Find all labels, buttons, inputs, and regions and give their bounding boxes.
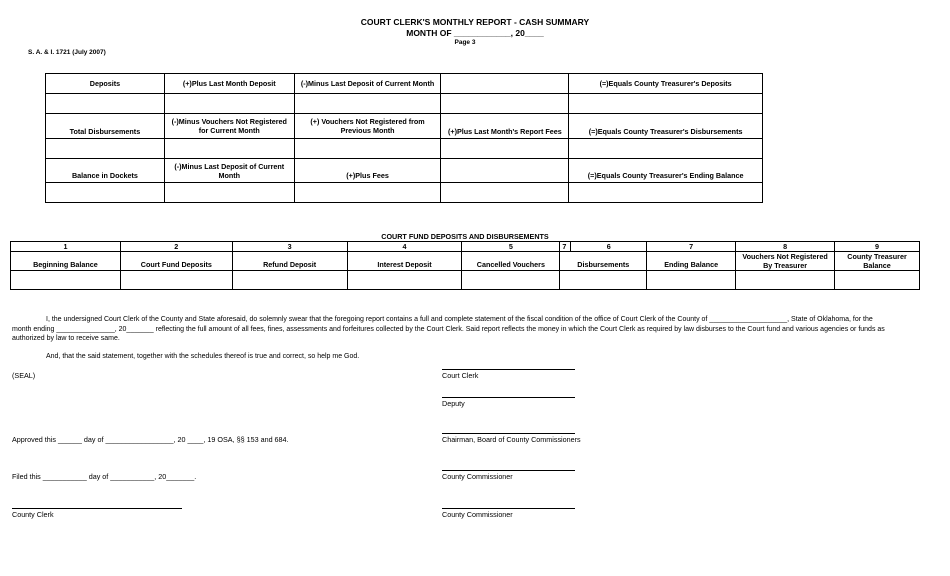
summary-cell: (-)Minus Last Deposit of Current Month [294, 74, 441, 94]
fund-header-row [11, 252, 920, 271]
summary-input-cell[interactable] [294, 94, 441, 114]
column-header: Court Fund Deposits [120, 252, 232, 271]
fund-input-cell[interactable] [347, 271, 462, 290]
fund-input-cell[interactable] [11, 271, 121, 290]
fund-input-cell[interactable] [462, 271, 560, 290]
fund-input-cell[interactable] [647, 271, 736, 290]
column-number: 7 [647, 242, 736, 252]
summary-input-cell[interactable] [441, 183, 569, 203]
column-number: 9 [835, 242, 920, 252]
summary-input-row [46, 94, 763, 114]
fund-input-cell[interactable] [736, 271, 835, 290]
summary-input-cell[interactable] [46, 139, 165, 159]
column-header: Ending Balance [647, 252, 736, 271]
summary-label: Deposits [46, 74, 165, 94]
column-number: 5 [462, 242, 560, 252]
column-number: 3 [232, 242, 347, 252]
summary-label: Total Disbursements [46, 114, 165, 139]
county-clerk-signature-line[interactable] [12, 508, 182, 509]
deputy-label: Deputy [442, 399, 465, 408]
deputy-signature-line[interactable] [442, 397, 575, 398]
column-number: 1 [11, 242, 121, 252]
summary-row-balance [46, 159, 763, 183]
summary-cell: (-)Minus Vouchers Not Registered for Current Month [164, 114, 294, 139]
summary-cell [441, 74, 569, 94]
summary-cell: (=)Equals County Treasurer's Ending Balance [569, 159, 763, 183]
oath-paragraph: I, the undersigned Court Clerk of the County and State aforesaid, do solemnly swear that the foregoing report contains a full and complete statement of the fiscal condition of the office of Court Clerk of the County of ____________________, State of Oklahoma, for the month ending _______________, 20_______ reflecting the full amount of all fees, fines, assessments and forfeitures collected by the Court Clerk. Said report reflects the money in which the Court Clerk as required by law disburses to the Court fund and various agencies or funds as authorized by law to receive same. [12, 316, 885, 342]
fund-table [10, 241, 920, 290]
summary-input-row [46, 183, 763, 203]
page-number: Page 3 [454, 39, 476, 46]
column-header: Beginning Balance [11, 252, 121, 271]
filed-line: Filed this ___________ day of ___________, 20_______. [12, 472, 197, 481]
column-number: 6 [571, 242, 647, 252]
chairman-label: Chairman, Board of County Commissioners [442, 435, 581, 444]
summary-cell [441, 159, 569, 183]
column-header: Vouchers Not Registered By Treasurer [736, 252, 835, 271]
summary-table [45, 73, 763, 203]
summary-input-cell[interactable] [441, 139, 569, 159]
summary-input-cell[interactable] [46, 183, 165, 203]
summary-input-cell[interactable] [164, 94, 294, 114]
summary-cell: (=)Equals County Treasurer's Deposits [569, 74, 763, 94]
summary-input-cell[interactable] [294, 183, 441, 203]
commissioner2-label: County Commissioner [442, 510, 513, 519]
fund-input-row [11, 271, 920, 290]
column-header: Cancelled Vouchers [462, 252, 560, 271]
column-header: Refund Deposit [232, 252, 347, 271]
summary-input-cell[interactable] [569, 183, 763, 203]
fund-number-row [11, 242, 920, 252]
fund-input-cell[interactable] [560, 271, 647, 290]
summary-row-disbursements [46, 114, 763, 139]
commissioner2-signature-line[interactable] [442, 508, 575, 509]
column-number: 8 [736, 242, 835, 252]
county-clerk-label: County Clerk [12, 510, 54, 519]
column-number: 7 [560, 242, 571, 252]
commissioner1-signature-line[interactable] [442, 470, 575, 471]
summary-cell: (-)Minus Last Deposit of Current Month [164, 159, 294, 183]
report-title: COURT CLERK'S MONTHLY REPORT - CASH SUMMARY [360, 17, 590, 27]
summary-input-cell[interactable] [569, 139, 763, 159]
summary-cell: (+)Plus Fees [294, 159, 441, 183]
summary-label: Balance in Dockets [46, 159, 165, 183]
approved-line: Approved this ______ day of _________________, 20 ____, 19 OSA, §§ 153 and 684. [12, 435, 289, 444]
summary-cell: (+)Plus Last Month Deposit [164, 74, 294, 94]
seal-label: (SEAL) [12, 371, 36, 380]
form-id: S. A. & I. 1721 (July 2007) [28, 49, 106, 56]
chairman-signature-line[interactable] [442, 433, 575, 434]
column-header: County Treasurer Balance [835, 252, 920, 271]
column-header: Disbursements [560, 252, 647, 271]
summary-input-cell[interactable] [441, 94, 569, 114]
fund-input-cell[interactable] [232, 271, 347, 290]
summary-input-cell[interactable] [294, 139, 441, 159]
summary-input-cell[interactable] [46, 94, 165, 114]
fund-input-cell[interactable] [120, 271, 232, 290]
summary-input-cell[interactable] [164, 139, 294, 159]
fund-input-cell[interactable] [835, 271, 920, 290]
column-header: Interest Deposit [347, 252, 462, 271]
summary-cell: (+) Vouchers Not Registered from Previous Month [294, 114, 441, 139]
court-clerk-label: Court Clerk [442, 371, 479, 380]
summary-input-row [46, 139, 763, 159]
month-line: MONTH OF ____________, 20____ [406, 28, 544, 38]
summary-input-cell[interactable] [569, 94, 763, 114]
court-clerk-signature-line[interactable] [442, 369, 575, 370]
column-number: 4 [347, 242, 462, 252]
summary-cell: (+)Plus Last Month's Report Fees [441, 114, 569, 139]
oath-statement: And, that the said statement, together with the schedules thereof is true and correct, so help me God. [46, 353, 360, 360]
summary-row-deposits [46, 74, 763, 94]
fund-table-title: COURT FUND DEPOSITS AND DISBURSEMENTS [381, 232, 549, 241]
column-number: 2 [120, 242, 232, 252]
commissioner1-label: County Commissioner [442, 472, 513, 481]
summary-input-cell[interactable] [164, 183, 294, 203]
summary-cell: (=)Equals County Treasurer's Disbursements [569, 114, 763, 139]
